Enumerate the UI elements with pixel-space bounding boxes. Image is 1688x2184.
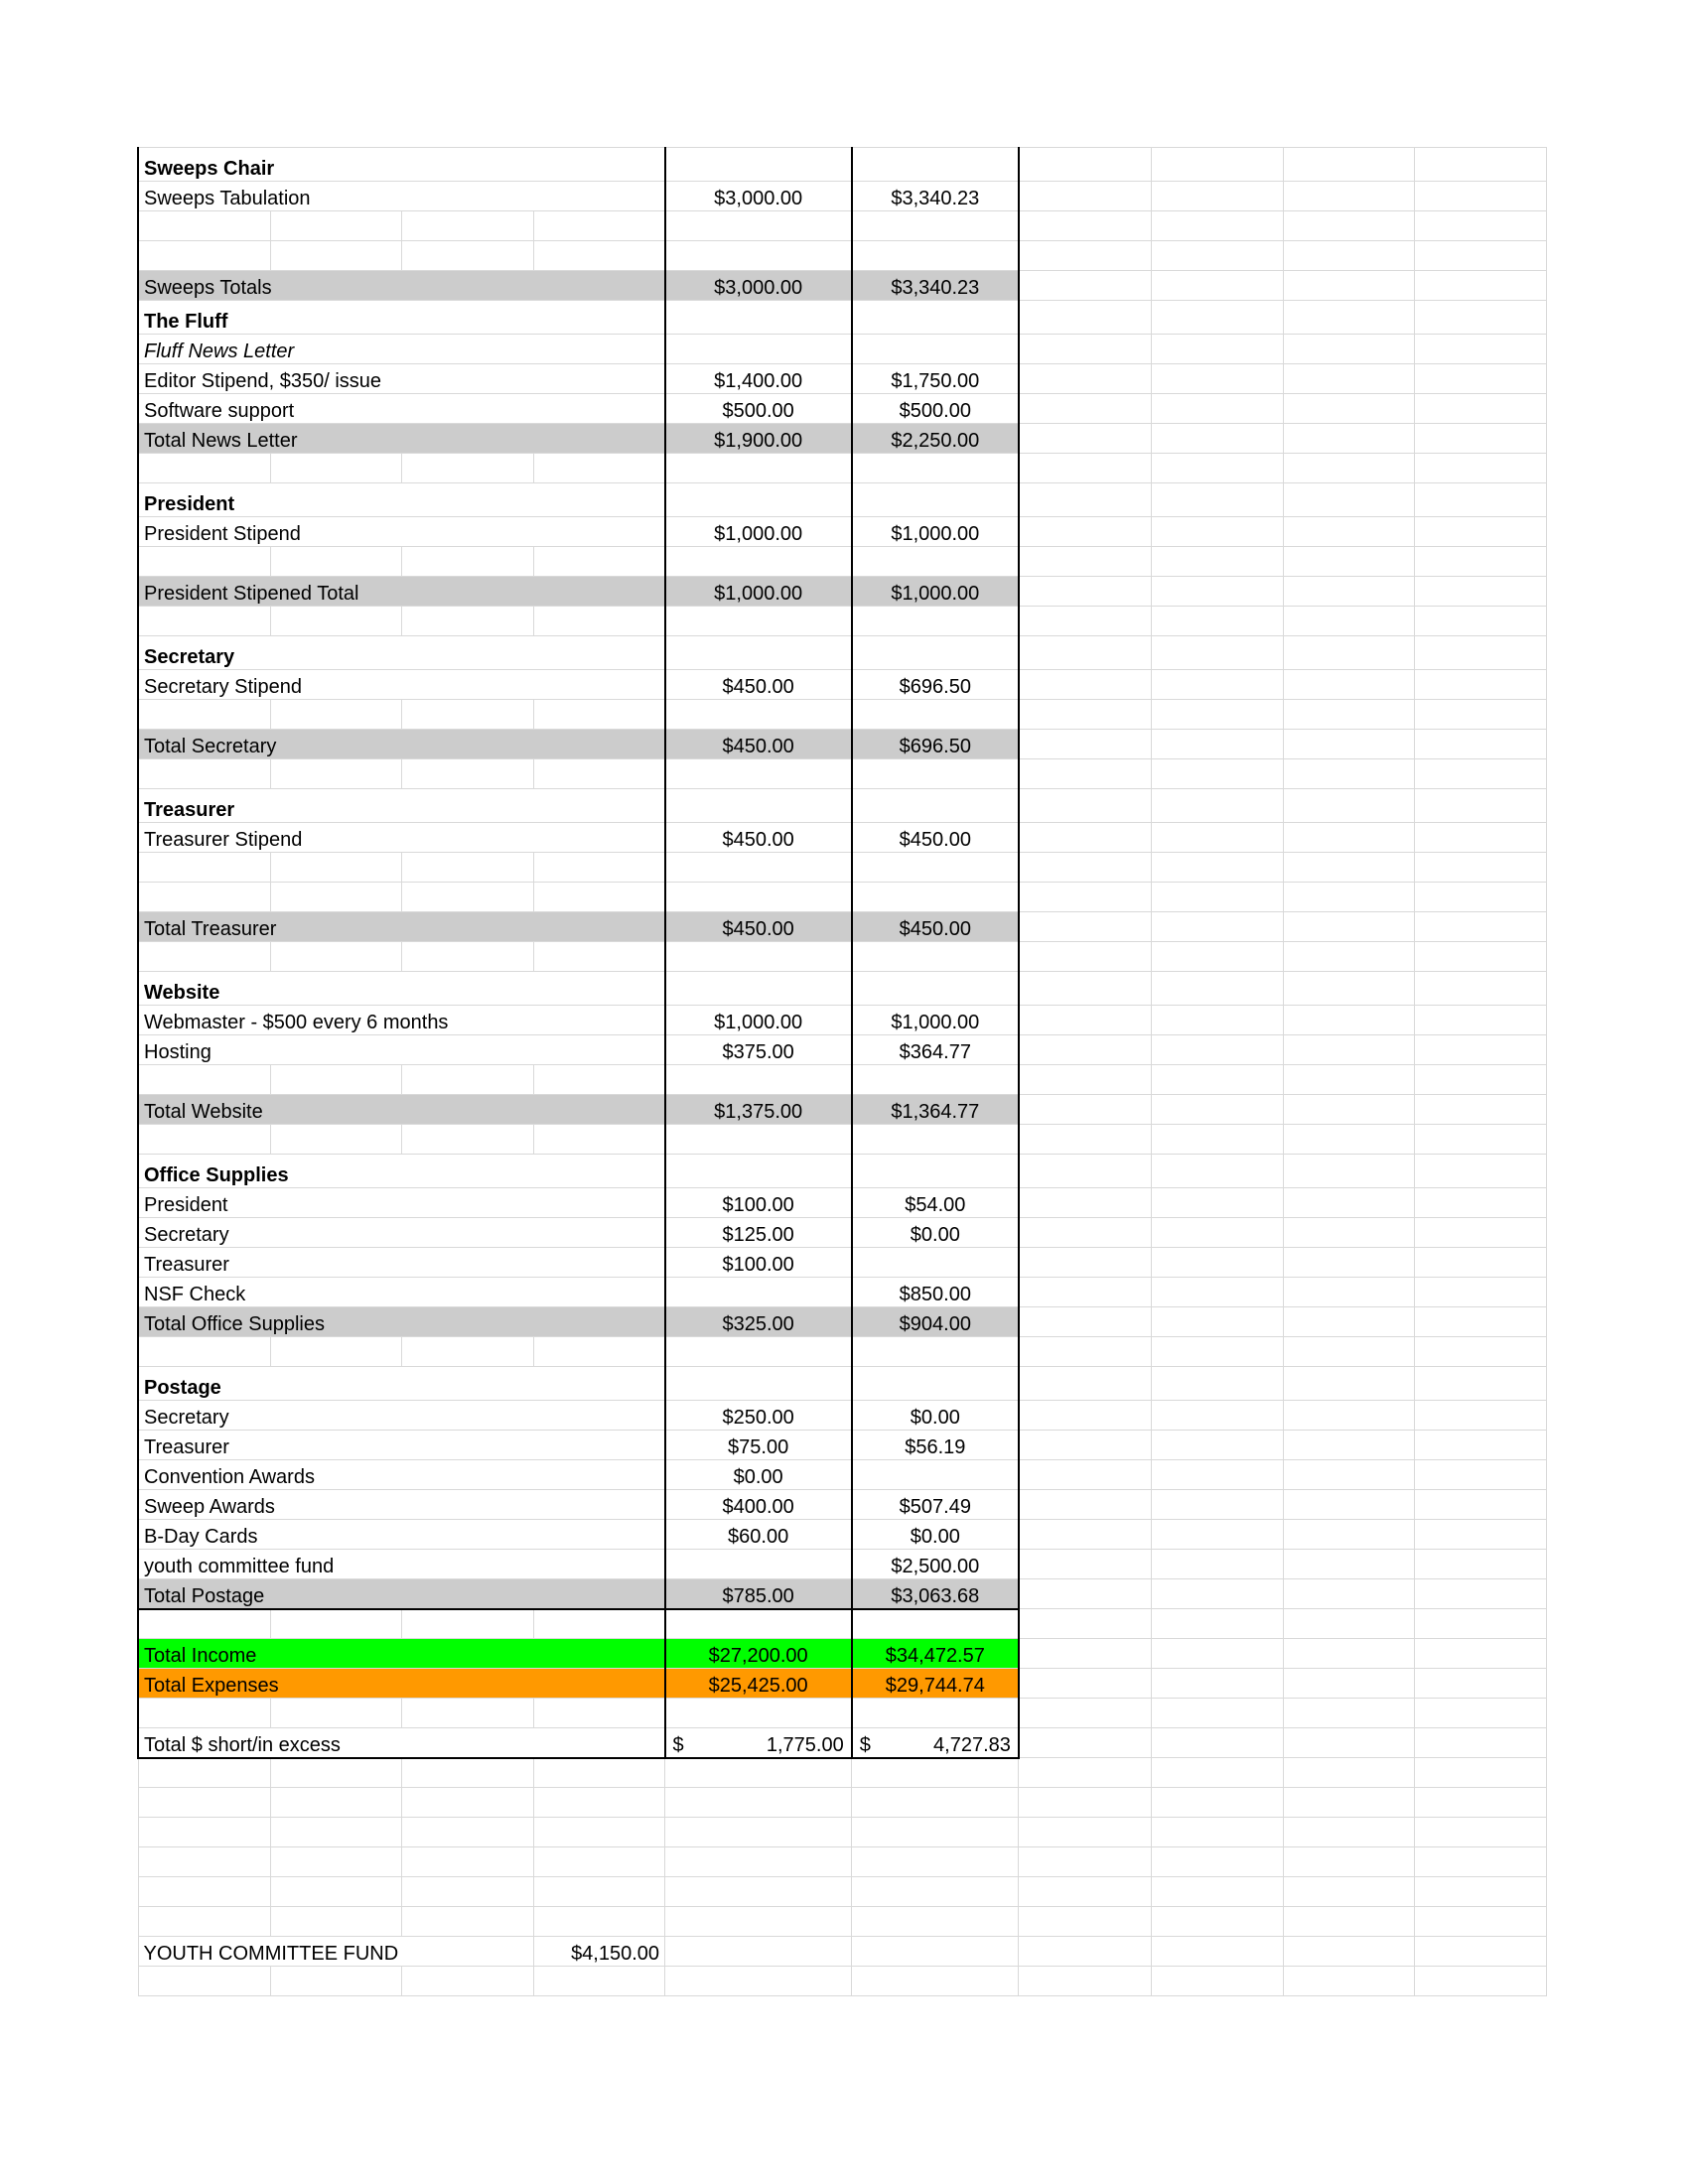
table-row <box>138 1520 1547 1550</box>
total-expenses-row <box>138 1669 1547 1699</box>
youth-fund-value[interactable]: $4,150.00 <box>533 1937 664 1967</box>
row-label[interactable]: Total Secretary <box>138 730 665 759</box>
youth-fund-row <box>138 1937 1547 1967</box>
table-row <box>138 483 1547 517</box>
actual-cell[interactable]: $2,250.00 <box>852 424 1019 454</box>
actual-cell[interactable]: $696.50 <box>852 730 1019 759</box>
table-row <box>138 942 1547 972</box>
table-row <box>138 759 1547 789</box>
section-heading[interactable]: President <box>138 483 665 517</box>
total-row <box>138 1579 1547 1609</box>
row-label[interactable]: Total Expenses <box>138 1669 665 1699</box>
row-label[interactable]: Convention Awards <box>138 1460 665 1490</box>
total-row <box>138 424 1547 454</box>
budget-cell[interactable]: $25,425.00 <box>665 1669 852 1699</box>
actual-cell[interactable]: $0.00 <box>852 1520 1019 1550</box>
currency-symbol: $ <box>672 1733 684 1756</box>
budget-cell[interactable]: $100.00 <box>665 1188 852 1218</box>
actual-cell[interactable]: $3,340.23 <box>852 271 1019 301</box>
total-row <box>138 271 1547 301</box>
table-row <box>138 670 1547 700</box>
budget-cell[interactable] <box>665 1550 852 1579</box>
actual-cell[interactable]: $56.19 <box>852 1431 1019 1460</box>
table-row <box>138 364 1547 394</box>
table-row <box>138 1367 1547 1401</box>
table-row <box>138 1035 1547 1065</box>
budget-cell[interactable]: $100.00 <box>665 1248 852 1278</box>
actual-cell[interactable]: $450.00 <box>852 912 1019 942</box>
total-income-row <box>138 1639 1547 1669</box>
actual-cell[interactable]: $29,744.74 <box>852 1669 1019 1699</box>
row-label[interactable]: youth committee fund <box>138 1550 665 1579</box>
actual-cell[interactable]: $1,000.00 <box>852 517 1019 547</box>
row-label[interactable]: Total $ short/in excess <box>138 1728 665 1758</box>
budget-cell[interactable]: $1,000.00 <box>665 517 852 547</box>
budget-cell[interactable]: $450.00 <box>665 730 852 759</box>
section-heading[interactable]: Secretary <box>138 636 665 670</box>
table-row <box>138 335 1547 364</box>
table-row <box>138 547 1547 577</box>
table-row <box>138 700 1547 730</box>
budget-table <box>137 147 1547 1996</box>
row-label[interactable]: Total Website <box>138 1095 665 1125</box>
section-heading[interactable]: Office Supplies <box>138 1155 665 1188</box>
budget-cell[interactable]: $1,000.00 <box>665 1006 852 1035</box>
total-row <box>138 577 1547 607</box>
budget-cell[interactable] <box>665 1278 852 1307</box>
row-label[interactable]: President Stipend <box>138 517 665 547</box>
actual-value: 4,727.83 <box>933 1733 1011 1756</box>
row-label[interactable]: Secretary <box>138 1218 665 1248</box>
table-row <box>138 301 1547 335</box>
table-row <box>138 1550 1547 1579</box>
table-row <box>138 1431 1547 1460</box>
budget-cell[interactable]: $0.00 <box>665 1460 852 1490</box>
table-row <box>138 1758 1547 1788</box>
actual-cell[interactable]: $3,340.23 <box>852 182 1019 211</box>
budget-cell[interactable]: $250.00 <box>665 1401 852 1431</box>
row-label[interactable]: YOUTH COMMITTEE FUND <box>138 1937 533 1967</box>
actual-cell[interactable] <box>852 1728 1019 1758</box>
actual-cell[interactable]: $850.00 <box>852 1278 1019 1307</box>
budget-value: 1,775.00 <box>766 1733 844 1756</box>
currency-symbol: $ <box>859 1733 871 1756</box>
table-row <box>138 1609 1547 1639</box>
table-row <box>138 182 1547 211</box>
row-label[interactable]: Secretary Stipend <box>138 670 665 700</box>
row-label[interactable]: Editor Stipend, $350/ issue <box>138 364 665 394</box>
actual-cell[interactable]: $1,000.00 <box>852 1006 1019 1035</box>
table-row <box>138 1065 1547 1095</box>
budget-cell[interactable]: $785.00 <box>665 1579 852 1609</box>
actual-cell[interactable]: $696.50 <box>852 670 1019 700</box>
row-label[interactable]: Sweeps Totals <box>138 271 665 301</box>
actual-cell[interactable]: $500.00 <box>852 394 1019 424</box>
table-row <box>138 1337 1547 1367</box>
total-row <box>138 912 1547 942</box>
budget-cell[interactable]: $1,000.00 <box>665 577 852 607</box>
actual-cell[interactable]: $0.00 <box>852 1401 1019 1431</box>
budget-cell[interactable]: $27,200.00 <box>665 1639 852 1669</box>
actual-cell[interactable]: $54.00 <box>852 1188 1019 1218</box>
table-row <box>138 1699 1547 1728</box>
table-row <box>138 1877 1547 1907</box>
table-row <box>138 1847 1547 1877</box>
actual-cell[interactable]: $2,500.00 <box>852 1550 1019 1579</box>
table-row <box>138 148 1547 182</box>
table-row <box>138 1218 1547 1248</box>
spreadsheet <box>137 147 1547 1996</box>
row-label[interactable]: Treasurer Stipend <box>138 823 665 853</box>
row-label[interactable]: Treasurer <box>138 1431 665 1460</box>
table-row <box>138 853 1547 883</box>
actual-cell[interactable]: $364.77 <box>852 1035 1019 1065</box>
budget-cell[interactable]: $1,900.00 <box>665 424 852 454</box>
table-row <box>138 1155 1547 1188</box>
table-row <box>138 394 1547 424</box>
budget-cell[interactable]: $450.00 <box>665 823 852 853</box>
section-heading[interactable]: Postage <box>138 1367 665 1401</box>
actual-cell[interactable]: $1,000.00 <box>852 577 1019 607</box>
row-label[interactable]: Secretary <box>138 1401 665 1431</box>
row-label[interactable]: President <box>138 1188 665 1218</box>
budget-cell[interactable]: $125.00 <box>665 1218 852 1248</box>
budget-cell[interactable]: $1,375.00 <box>665 1095 852 1125</box>
total-row <box>138 1095 1547 1125</box>
actual-cell[interactable]: $904.00 <box>852 1307 1019 1337</box>
table-row <box>138 1788 1547 1818</box>
budget-cell[interactable]: $3,000.00 <box>665 271 852 301</box>
table-row <box>138 454 1547 483</box>
table-row <box>138 972 1547 1006</box>
section-heading[interactable]: The Fluff <box>138 301 665 335</box>
row-label[interactable]: Sweep Awards <box>138 1490 665 1520</box>
row-label[interactable]: Webmaster - $500 every 6 months <box>138 1006 665 1035</box>
actual-cell[interactable]: $1,750.00 <box>852 364 1019 394</box>
section-heading[interactable]: Treasurer <box>138 789 665 823</box>
section-heading[interactable]: Sweeps Chair <box>138 148 665 182</box>
total-row <box>138 730 1547 759</box>
budget-cell[interactable]: $375.00 <box>665 1035 852 1065</box>
row-label[interactable]: B-Day Cards <box>138 1520 665 1550</box>
actual-cell[interactable]: $3,063.68 <box>852 1579 1019 1609</box>
row-label[interactable]: Treasurer <box>138 1248 665 1278</box>
row-label[interactable]: President Stipened Total <box>138 577 665 607</box>
table-row <box>138 241 1547 271</box>
actual-cell[interactable]: $0.00 <box>852 1218 1019 1248</box>
row-label[interactable]: Total News Letter <box>138 424 665 454</box>
budget-cell[interactable]: $500.00 <box>665 394 852 424</box>
table-row <box>138 607 1547 636</box>
table-row <box>138 789 1547 823</box>
table-row <box>138 1248 1547 1278</box>
table-row <box>138 883 1547 912</box>
table-row <box>138 1490 1547 1520</box>
total-row <box>138 1307 1547 1337</box>
table-row <box>138 211 1547 241</box>
actual-cell[interactable] <box>852 1248 1019 1278</box>
row-label[interactable]: Hosting <box>138 1035 665 1065</box>
actual-cell[interactable]: $34,472.57 <box>852 1639 1019 1669</box>
row-label[interactable]: Software support <box>138 394 665 424</box>
budget-cell[interactable]: $450.00 <box>665 912 852 942</box>
budget-cell[interactable]: $3,000.00 <box>665 182 852 211</box>
actual-cell[interactable]: $507.49 <box>852 1490 1019 1520</box>
row-label[interactable]: Sweeps Tabulation <box>138 182 665 211</box>
short-excess-row <box>138 1728 1547 1758</box>
section-heading[interactable]: Website <box>138 972 665 1006</box>
subsection-label[interactable]: Fluff News Letter <box>138 335 665 364</box>
actual-cell[interactable] <box>852 1460 1019 1490</box>
table-row <box>138 1006 1547 1035</box>
budget-cell[interactable] <box>665 1728 852 1758</box>
row-label[interactable]: Total Office Supplies <box>138 1307 665 1337</box>
budget-cell[interactable]: $400.00 <box>665 1490 852 1520</box>
row-label[interactable]: Total Treasurer <box>138 912 665 942</box>
table-row <box>138 1907 1547 1937</box>
actual-cell[interactable]: $450.00 <box>852 823 1019 853</box>
table-row <box>138 1460 1547 1490</box>
table-row <box>138 636 1547 670</box>
table-row <box>138 1278 1547 1307</box>
table-row <box>138 823 1547 853</box>
actual-cell[interactable]: $1,364.77 <box>852 1095 1019 1125</box>
table-row <box>138 517 1547 547</box>
table-row <box>138 1818 1547 1847</box>
budget-cell[interactable]: $75.00 <box>665 1431 852 1460</box>
budget-cell[interactable]: $1,400.00 <box>665 364 852 394</box>
table-row <box>138 1967 1547 1996</box>
row-label[interactable]: NSF Check <box>138 1278 665 1307</box>
row-label[interactable]: Total Postage <box>138 1579 665 1609</box>
budget-cell[interactable]: $60.00 <box>665 1520 852 1550</box>
table-row <box>138 1188 1547 1218</box>
table-row <box>138 1125 1547 1155</box>
budget-cell[interactable]: $325.00 <box>665 1307 852 1337</box>
table-row <box>138 1401 1547 1431</box>
row-label[interactable]: Total Income <box>138 1639 665 1669</box>
budget-cell[interactable]: $450.00 <box>665 670 852 700</box>
